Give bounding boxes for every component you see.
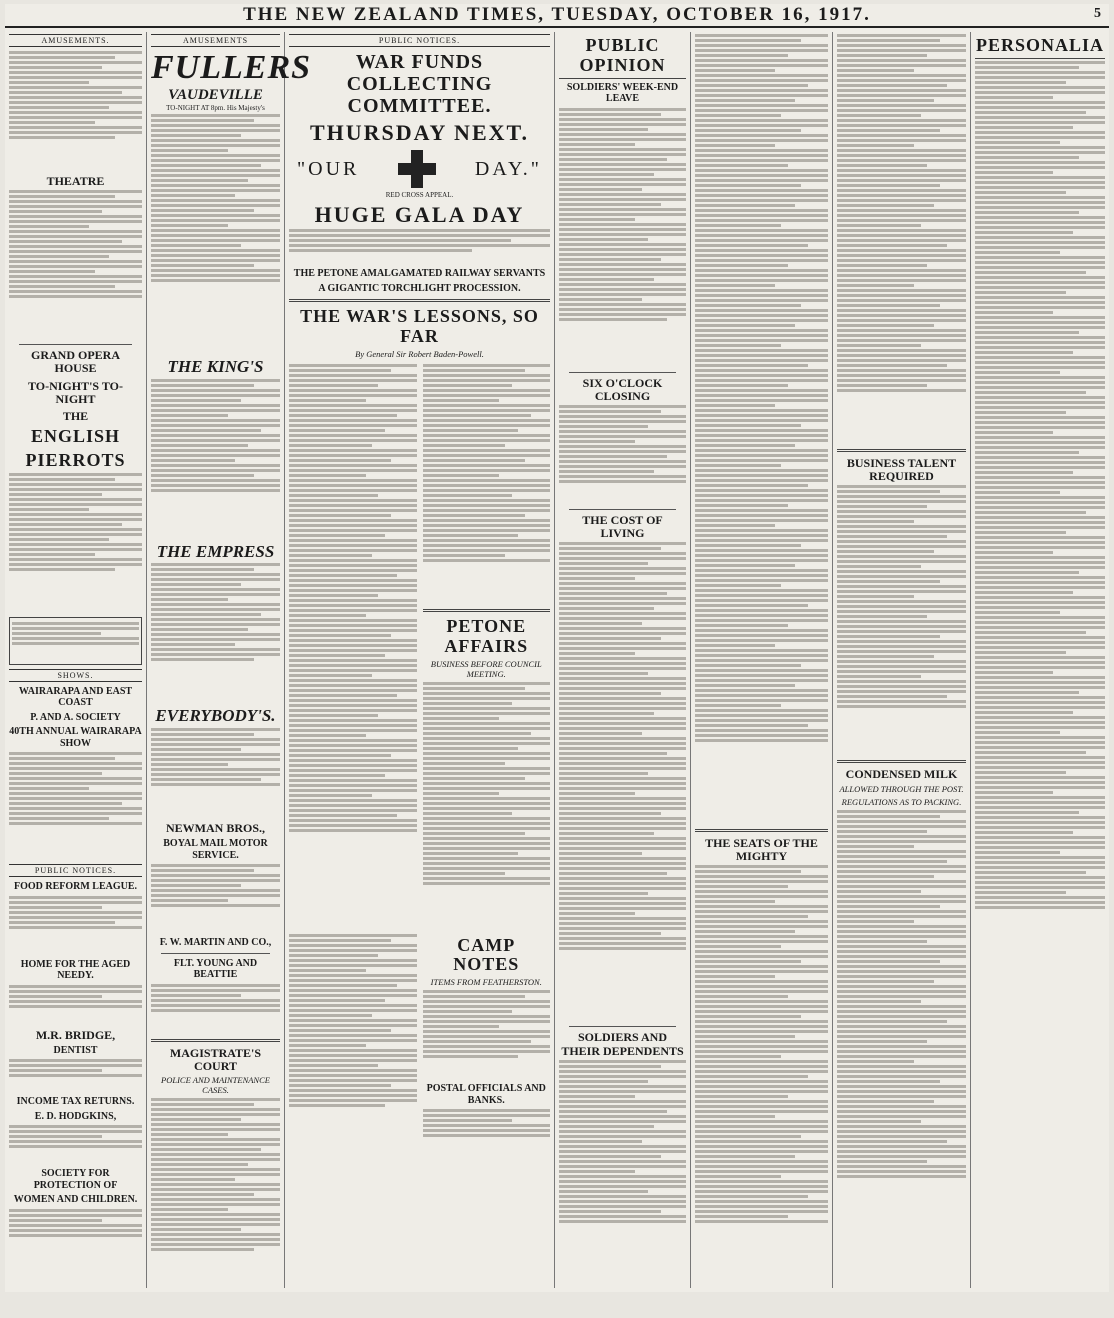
section-public-notices: PUBLIC NOTICES. — [289, 34, 550, 47]
war-funds-heading: WAR FUNDS COLLECTING COMMITTEE. — [346, 51, 493, 117]
text-block — [289, 229, 550, 265]
text-block — [559, 1060, 686, 1260]
text-block — [151, 984, 280, 1034]
business-talent-heading: BUSINESS TALENT REQUIRED — [846, 456, 957, 484]
the-heading: THE — [62, 408, 89, 423]
tonight-label: TO-NIGHT AT 8pm. His Majesty's — [166, 104, 265, 112]
article-right — [423, 362, 551, 932]
vaudeville-label: VAUDEVILLE — [168, 87, 263, 103]
text-block — [151, 864, 280, 934]
soldiers-dependents-heading: SOLDIERS AND THEIR DEPENDENTS — [561, 1030, 684, 1058]
section-amusements: AMUSEMENTS. — [9, 34, 142, 47]
petone-heading: PETONE AFFAIRS — [444, 615, 529, 656]
empress-heading: THE EMPRESS — [156, 541, 275, 561]
our-day-banner — [289, 147, 550, 191]
opera-house-heading: GRAND OPERA HOUSE — [31, 348, 120, 376]
section-public-notices: PUBLIC NOTICES. — [9, 864, 142, 877]
motor-service-label: BOYAL MAIL MOTOR SERVICE. — [163, 838, 268, 861]
pierrots-heading: PIERROTS — [25, 449, 126, 470]
young-beattie-label: FLT. YOUNG AND BEATTIE — [173, 957, 258, 981]
six-oclock-heading: SIX O'CLOCK CLOSING — [582, 375, 663, 403]
torchlight-label: A GIGANTIC TORCHLIGHT PROCESSION. — [318, 282, 521, 294]
text-block — [9, 896, 142, 956]
our-right: DAY." — [474, 157, 542, 180]
cost-of-living-heading: THE COST OF LIVING — [582, 512, 663, 541]
section-amusements: AMUSEMENTS — [151, 34, 280, 47]
text-block — [423, 364, 551, 604]
newspaper-page — [5, 4, 1109, 1292]
english-heading: ENGLISH — [30, 426, 121, 447]
magistrates-court-heading: MAGISTRATE'S COURT — [169, 1045, 262, 1073]
text-block — [151, 563, 280, 703]
gala-day-heading: HUGE GALA DAY — [314, 202, 525, 228]
wars-lessons-heading: THE WAR'S LESSONS, SO FAR — [300, 306, 539, 347]
text-block — [837, 34, 966, 444]
tonight-heading: TO-NIGHT'S TO-NIGHT — [27, 378, 124, 406]
text-block — [559, 405, 686, 505]
column-1 — [5, 32, 147, 1288]
weekend-leave-heading: SOLDIERS' WEEK-END LEAVE — [566, 81, 679, 105]
text-block — [423, 682, 551, 932]
text-block — [837, 485, 966, 755]
text-block — [9, 985, 142, 1025]
column-4 — [555, 32, 691, 1288]
notice-sub: DENTIST — [53, 1044, 98, 1056]
column-7 — [971, 32, 1109, 1288]
text-block — [559, 108, 686, 368]
condensed-milk-sub2: REGULATIONS AS TO PACKING. — [841, 796, 962, 807]
text-block — [423, 990, 551, 1080]
text-block — [9, 51, 142, 171]
magistrates-court-sub: POLICE AND MAINTENANCE CASES. — [161, 1075, 270, 1096]
text-block — [289, 362, 417, 882]
article-columns-lower — [289, 932, 550, 1160]
text-block — [9, 190, 142, 340]
column-5 — [691, 32, 833, 1288]
text-block — [695, 34, 828, 824]
notice-heading: SOCIETY FOR PROTECTION OF — [33, 1168, 118, 1191]
show-sub: P. AND A. SOCIETY — [30, 711, 121, 723]
show-title: 40TH ANNUAL WAIRARAPA SHOW — [9, 726, 142, 749]
notice-sub: E. D. HODGKINS, — [34, 1110, 117, 1122]
railway-servants-label: THE PETONE AMALGAMATED RAILWAY SERVANTS — [293, 268, 546, 280]
theatre-heading: THEATRE — [46, 174, 105, 188]
text-block — [151, 1098, 280, 1318]
text-block — [695, 865, 828, 1285]
red-cross-appeal: RED CROSS APPEAL. — [385, 191, 454, 200]
martin-label: F. W. MARTIN AND CO., — [159, 937, 272, 949]
newman-bros-heading: NEWMAN BROS., — [165, 821, 265, 836]
public-opinion-heading: PUBLIC OPINION — [559, 36, 686, 79]
text-block — [151, 114, 280, 354]
notice-heading: HOME FOR THE AGED NEEDY. — [20, 958, 131, 982]
column-3 — [285, 32, 555, 1288]
camp-notes-block — [423, 932, 551, 1160]
section-shows: SHOWS. — [9, 669, 142, 682]
camp-notes-heading: CAMP NOTES — [453, 934, 520, 975]
thursday-heading: THURSDAY NEXT. — [309, 120, 530, 145]
text-block — [9, 1125, 142, 1165]
text-block — [151, 728, 280, 818]
notice-heading: INCOME TAX RETURNS. — [16, 1096, 135, 1108]
seats-of-mighty-heading: THE SEATS OF THE MIGHTY — [705, 836, 818, 864]
condensed-milk-sub: ALLOWED THROUGH THE POST. — [839, 783, 964, 794]
show-heading: WAIRARAPA AND EAST COAST — [18, 685, 133, 709]
text-block — [289, 932, 417, 1142]
camp-notes-sub: ITEMS FROM FEATHERSTON. — [430, 977, 542, 988]
page-number: 5 — [1094, 6, 1101, 21]
fullers-logo: FULLERS — [151, 49, 312, 86]
personalia-heading: PERSONALIA — [975, 36, 1105, 59]
everybodys-heading: EVERYBODY'S. — [155, 706, 276, 726]
text-block — [975, 61, 1105, 1271]
text-block — [423, 1109, 551, 1159]
postal-heading: POSTAL OFFICIALS AND BANKS. — [426, 1083, 546, 1106]
notice-heading: M.R. BRIDGE, — [35, 1027, 116, 1042]
ad-box — [9, 617, 142, 665]
column-2 — [147, 32, 312, 1288]
condensed-milk-heading: CONDENSED MILK — [845, 767, 958, 782]
text-block — [9, 752, 142, 862]
kings-heading: THE KING'S — [167, 357, 264, 376]
petone-sub: BUSINESS BEFORE COUNCIL MEETING. — [430, 658, 542, 679]
notice-heading: FOOD REFORM LEAGUE. — [13, 881, 138, 893]
text-block — [9, 473, 142, 613]
text-block — [9, 1059, 142, 1093]
our-left: "OUR — [297, 157, 360, 180]
red-cross-icon — [398, 150, 436, 188]
notice-sub: WOMEN AND CHILDREN. — [13, 1194, 138, 1206]
wars-lessons-byline: By General Sir Robert Baden-Powell. — [355, 348, 484, 359]
masthead — [5, 4, 1109, 28]
column-6 — [833, 32, 971, 1288]
masthead-title: THE NEW ZEALAND TIMES, TUESDAY, OCTOBER 16, 1917. — [243, 4, 871, 25]
text-block — [9, 1209, 142, 1259]
article-columns — [289, 362, 550, 932]
text-block — [837, 810, 966, 1290]
text-block — [559, 542, 686, 1022]
text-block — [151, 379, 280, 539]
